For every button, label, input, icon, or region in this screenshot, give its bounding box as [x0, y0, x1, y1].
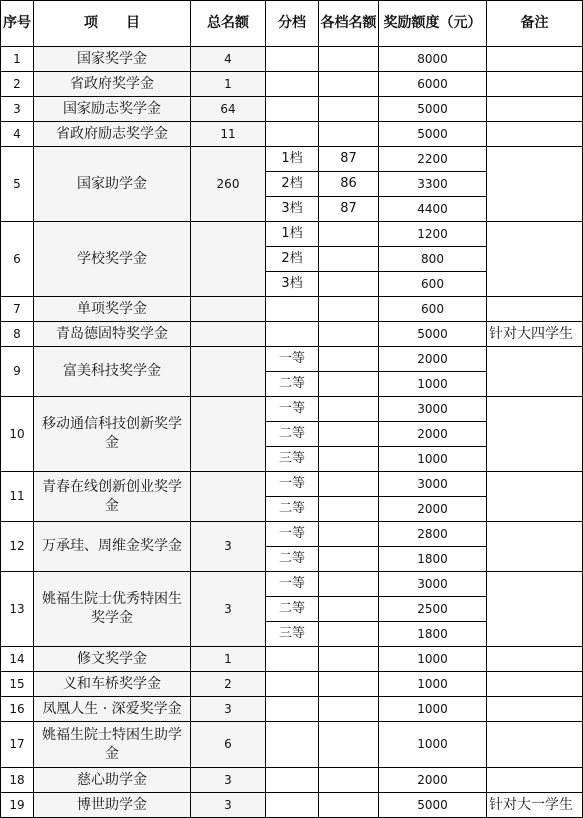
amount-cell: 8000 [379, 47, 487, 72]
tier-quota-cell [319, 397, 379, 422]
item-cell: 国家励志奖学金 [34, 97, 191, 122]
amount-cell: 1800 [379, 547, 487, 572]
tier-cell: 二等 [266, 422, 319, 447]
header-tier-quota: 各档名额 [319, 1, 379, 47]
amount-cell: 5000 [379, 122, 487, 147]
seq-cell: 9 [1, 347, 34, 397]
tier-cell [266, 297, 319, 322]
seq-cell: 12 [1, 522, 34, 572]
tier-cell: 二等 [266, 497, 319, 522]
item-cell: 学校奖学金 [34, 222, 191, 297]
table-row [1, 297, 583, 322]
tier-quota-cell: 86 [319, 172, 379, 197]
tier-quota-cell [319, 72, 379, 97]
seq-cell: 2 [1, 72, 34, 97]
item-cell: 修文奖学金 [34, 647, 191, 672]
header-item: 项 目 [34, 1, 191, 47]
amount-cell: 5000 [379, 793, 487, 818]
item-cell: 国家奖学金 [34, 47, 191, 72]
tier-cell [266, 47, 319, 72]
tier-cell [266, 122, 319, 147]
note-cell [487, 647, 583, 672]
note-cell: 针对大四学生 [487, 322, 583, 347]
seq-cell: 7 [1, 297, 34, 322]
total-cell [191, 222, 266, 297]
tier-cell: 2档 [266, 172, 319, 197]
total-cell: 6 [191, 722, 266, 768]
table-row [1, 572, 583, 597]
total-cell [191, 347, 266, 397]
amount-cell: 1000 [379, 697, 487, 722]
tier-cell: 2档 [266, 247, 319, 272]
total-cell: 3 [191, 793, 266, 818]
table-row [1, 47, 583, 72]
tier-quota-cell [319, 522, 379, 547]
tier-quota-cell [319, 647, 379, 672]
tier-quota-cell [319, 222, 379, 247]
tier-cell [266, 672, 319, 697]
tier-cell: 三等 [266, 447, 319, 472]
tier-cell: 一等 [266, 347, 319, 372]
table-row [1, 768, 583, 793]
tier-quota-cell: 87 [319, 197, 379, 222]
table-row [1, 397, 583, 422]
total-cell: 3 [191, 522, 266, 572]
total-cell: 11 [191, 122, 266, 147]
note-cell [487, 47, 583, 72]
amount-cell: 3000 [379, 472, 487, 497]
seq-cell: 14 [1, 647, 34, 672]
tier-quota-cell [319, 422, 379, 447]
header-amount: 奖励额度（元） [379, 1, 487, 47]
note-cell [487, 222, 583, 297]
amount-cell: 600 [379, 297, 487, 322]
tier-quota-cell [319, 768, 379, 793]
tier-cell: 一等 [266, 397, 319, 422]
tier-quota-cell [319, 272, 379, 297]
item-cell: 移动通信科技创新奖学金 [34, 397, 191, 472]
item-cell: 义和车桥奖学金 [34, 672, 191, 697]
seq-cell: 18 [1, 768, 34, 793]
table-row [1, 722, 583, 768]
amount-cell: 2000 [379, 497, 487, 522]
tier-cell: 一等 [266, 522, 319, 547]
tier-quota-cell [319, 793, 379, 818]
item-cell: 青春在线创新创业奖学金 [34, 472, 191, 522]
tier-quota-cell [319, 722, 379, 768]
note-cell [487, 347, 583, 397]
tier-cell [266, 768, 319, 793]
amount-cell: 1000 [379, 647, 487, 672]
total-cell: 4 [191, 47, 266, 72]
amount-cell: 2500 [379, 597, 487, 622]
seq-cell: 4 [1, 122, 34, 147]
amount-cell: 1000 [379, 672, 487, 697]
tier-quota-cell [319, 597, 379, 622]
table-row [1, 522, 583, 547]
table-row [1, 322, 583, 347]
total-cell [191, 397, 266, 472]
table-row [1, 697, 583, 722]
table-row [1, 147, 583, 172]
tier-quota-cell [319, 547, 379, 572]
tier-quota-cell [319, 47, 379, 72]
seq-cell: 10 [1, 397, 34, 472]
seq-cell: 8 [1, 322, 34, 347]
total-cell [191, 322, 266, 347]
note-cell [487, 522, 583, 572]
tier-quota-cell [319, 672, 379, 697]
tier-cell: 1档 [266, 222, 319, 247]
item-cell: 万承珪、周维金奖学金 [34, 522, 191, 572]
tier-cell [266, 793, 319, 818]
amount-cell: 3000 [379, 397, 487, 422]
tier-quota-cell [319, 247, 379, 272]
note-cell [487, 472, 583, 522]
note-cell [487, 147, 583, 222]
item-cell: 单项奖学金 [34, 297, 191, 322]
tier-cell [266, 322, 319, 347]
header-tier: 分档 [266, 1, 319, 47]
table-row [1, 472, 583, 497]
seq-cell: 16 [1, 697, 34, 722]
total-cell: 1 [191, 647, 266, 672]
item-cell: 姚福生院士优秀特困生奖学金 [34, 572, 191, 647]
note-cell [487, 672, 583, 697]
seq-cell: 13 [1, 572, 34, 647]
note-cell [487, 72, 583, 97]
seq-cell: 6 [1, 222, 34, 297]
tier-quota-cell: 87 [319, 147, 379, 172]
tier-cell [266, 647, 319, 672]
table-row [1, 347, 583, 372]
amount-cell: 2000 [379, 347, 487, 372]
amount-cell: 3000 [379, 572, 487, 597]
item-cell: 省政府励志奖学金 [34, 122, 191, 147]
tier-quota-cell [319, 697, 379, 722]
table-row [1, 793, 583, 818]
amount-cell: 1800 [379, 622, 487, 647]
seq-cell: 19 [1, 793, 34, 818]
tier-cell [266, 72, 319, 97]
item-cell: 省政府奖学金 [34, 72, 191, 97]
header-total: 总名额 [191, 1, 266, 47]
seq-cell: 5 [1, 147, 34, 222]
tier-cell: 二等 [266, 547, 319, 572]
item-cell: 国家助学金 [34, 147, 191, 222]
tier-quota-cell [319, 347, 379, 372]
tier-cell: 一等 [266, 572, 319, 597]
amount-cell: 4400 [379, 197, 487, 222]
table-row [1, 222, 583, 247]
tier-quota-cell [319, 297, 379, 322]
note-cell [487, 697, 583, 722]
tier-cell: 1档 [266, 147, 319, 172]
amount-cell: 3300 [379, 172, 487, 197]
note-cell [487, 297, 583, 322]
total-cell: 3 [191, 572, 266, 647]
seq-cell: 1 [1, 47, 34, 72]
tier-quota-cell [319, 497, 379, 522]
tier-cell [266, 697, 319, 722]
tier-quota-cell [319, 572, 379, 597]
note-cell [487, 722, 583, 768]
tier-quota-cell [319, 322, 379, 347]
header-row [1, 1, 583, 47]
item-cell: 富美科技奖学金 [34, 347, 191, 397]
item-cell: 博世助学金 [34, 793, 191, 818]
amount-cell: 1000 [379, 722, 487, 768]
tier-cell [266, 722, 319, 768]
total-cell: 64 [191, 97, 266, 122]
note-cell [487, 97, 583, 122]
note-cell [487, 572, 583, 647]
table-row [1, 672, 583, 697]
amount-cell: 2000 [379, 768, 487, 793]
amount-cell: 5000 [379, 97, 487, 122]
seq-cell: 15 [1, 672, 34, 697]
amount-cell: 2000 [379, 422, 487, 447]
tier-cell: 一等 [266, 472, 319, 497]
header-seq: 序号 [1, 1, 34, 47]
total-cell: 1 [191, 72, 266, 97]
tier-cell [266, 97, 319, 122]
item-cell: 青岛德固特奖学金 [34, 322, 191, 347]
table-row [1, 72, 583, 97]
table-row [1, 97, 583, 122]
tier-quota-cell [319, 122, 379, 147]
table-row [1, 647, 583, 672]
note-cell [487, 397, 583, 472]
amount-cell: 800 [379, 247, 487, 272]
note-cell [487, 768, 583, 793]
amount-cell: 1000 [379, 447, 487, 472]
total-cell [191, 472, 266, 522]
total-cell: 3 [191, 697, 266, 722]
total-cell: 260 [191, 147, 266, 222]
item-cell: 姚福生院士特困生助学金 [34, 722, 191, 768]
amount-cell: 2200 [379, 147, 487, 172]
note-cell [487, 122, 583, 147]
table-row [1, 122, 583, 147]
amount-cell: 6000 [379, 72, 487, 97]
amount-cell: 2800 [379, 522, 487, 547]
seq-cell: 11 [1, 472, 34, 522]
tier-cell: 3档 [266, 197, 319, 222]
note-cell: 针对大一学生 [487, 793, 583, 818]
amount-cell: 600 [379, 272, 487, 297]
tier-quota-cell [319, 97, 379, 122]
tier-quota-cell [319, 447, 379, 472]
header-note: 备注 [487, 1, 583, 47]
item-cell: 凤凰人生 · 深爱奖学金 [34, 697, 191, 722]
amount-cell: 5000 [379, 322, 487, 347]
total-cell [191, 297, 266, 322]
total-cell: 2 [191, 672, 266, 697]
tier-cell: 3档 [266, 272, 319, 297]
amount-cell: 1000 [379, 372, 487, 397]
tier-cell: 二等 [266, 597, 319, 622]
tier-quota-cell [319, 372, 379, 397]
amount-cell: 1200 [379, 222, 487, 247]
total-cell: 3 [191, 768, 266, 793]
seq-cell: 3 [1, 97, 34, 122]
tier-cell: 二等 [266, 372, 319, 397]
tier-quota-cell [319, 472, 379, 497]
tier-quota-cell [319, 622, 379, 647]
seq-cell: 17 [1, 722, 34, 768]
item-cell: 慈心助学金 [34, 768, 191, 793]
tier-cell: 三等 [266, 622, 319, 647]
